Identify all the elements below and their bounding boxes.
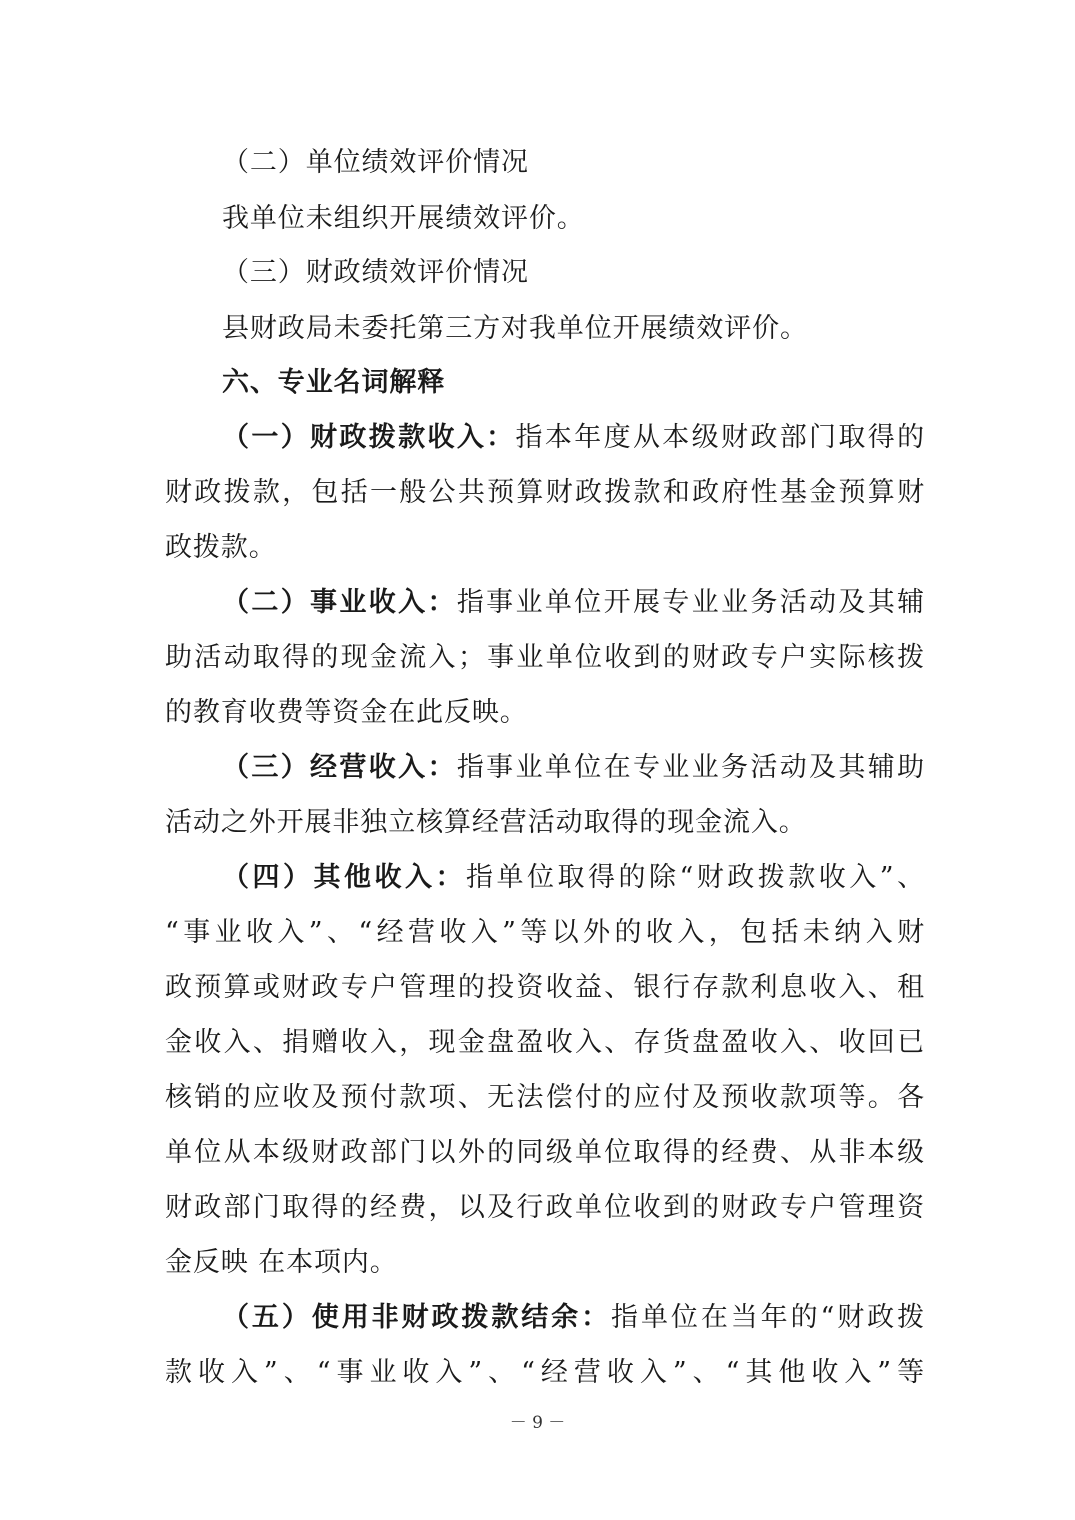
page-number: － 9 － <box>509 1413 566 1433</box>
paragraph-fiscal-performance-evaluation: 县财政局未委托第三方对我单位开展绩效评价。 <box>222 313 808 344</box>
definition-4-line-6: 单位从本级财政部门以外的同级单位取得的经费、从非本级 <box>165 1137 925 1168</box>
definition-2-term: （二）事业收入： <box>222 587 457 618</box>
definition-2-line-3: 的教育收费等资金在此反映。 <box>165 697 528 728</box>
definition-2-line-1: （二）事业收入：指事业单位开展专业业务活动及其辅 <box>222 587 926 618</box>
definition-4-line-7: 财政部门取得的经费，以及行政单位收到的财政专户管理资 <box>165 1192 925 1223</box>
definition-5-term: （五）使用非财政拨款结余： <box>222 1302 612 1333</box>
definition-4-line-2: “事业收入”、“经营收入”等以外的收入，包括未纳入财 <box>165 917 925 948</box>
definition-4-line-8: 金反映 在本项内。 <box>165 1247 398 1278</box>
heading-unit-performance-evaluation: （二）单位绩效评价情况 <box>222 147 529 178</box>
definition-3-line-1: （三）经营收入：指事业单位在专业业务活动及其辅助 <box>222 752 926 783</box>
definition-1-line-2: 财政拨款，包括一般公共预算财政拨款和政府性基金预算财 <box>165 477 925 508</box>
section-title-glossary: 六、专业名词解释 <box>222 367 446 398</box>
definition-4-line-1: （四）其他收入：指单位取得的除“财政拨款收入”、 <box>222 862 925 893</box>
definition-4-term: （四）其他收入： <box>222 862 466 893</box>
definition-1-term: （一）财政拨款收入： <box>222 422 516 453</box>
definition-1-line-1: （一）财政拨款收入：指本年度从本级财政部门取得的 <box>222 422 926 453</box>
definition-5-line-2: 款收入”、“事业收入”、“经营收入”、“其他收入”等 <box>165 1357 925 1388</box>
paragraph-unit-performance-evaluation: 我单位未组织开展绩效评价。 <box>222 203 585 234</box>
definition-4-line-4: 金收入、捐赠收入，现金盘盈收入、存货盘盈收入、收回已 <box>165 1027 925 1058</box>
definition-1-line-3: 政拨款。 <box>165 532 277 563</box>
heading-fiscal-performance-evaluation: （三）财政绩效评价情况 <box>222 257 529 288</box>
definition-4-line-3: 政预算或财政专户管理的投资收益、银行存款利息收入、租 <box>165 972 925 1003</box>
definition-3-term: （三）经营收入： <box>222 752 457 783</box>
definition-4-line-5: 核销的应收及预付款项、无法偿付的应付及预收款项等。各 <box>165 1082 925 1113</box>
definition-5-line-1: （五）使用非财政拨款结余：指单位在当年的“财政拨 <box>222 1302 926 1333</box>
definition-3-line-2: 活动之外开展非独立核算经营活动取得的现金流入。 <box>165 807 807 838</box>
definition-2-line-2: 助活动取得的现金流入；事业单位收到的财政专户实际核拨 <box>165 642 925 673</box>
